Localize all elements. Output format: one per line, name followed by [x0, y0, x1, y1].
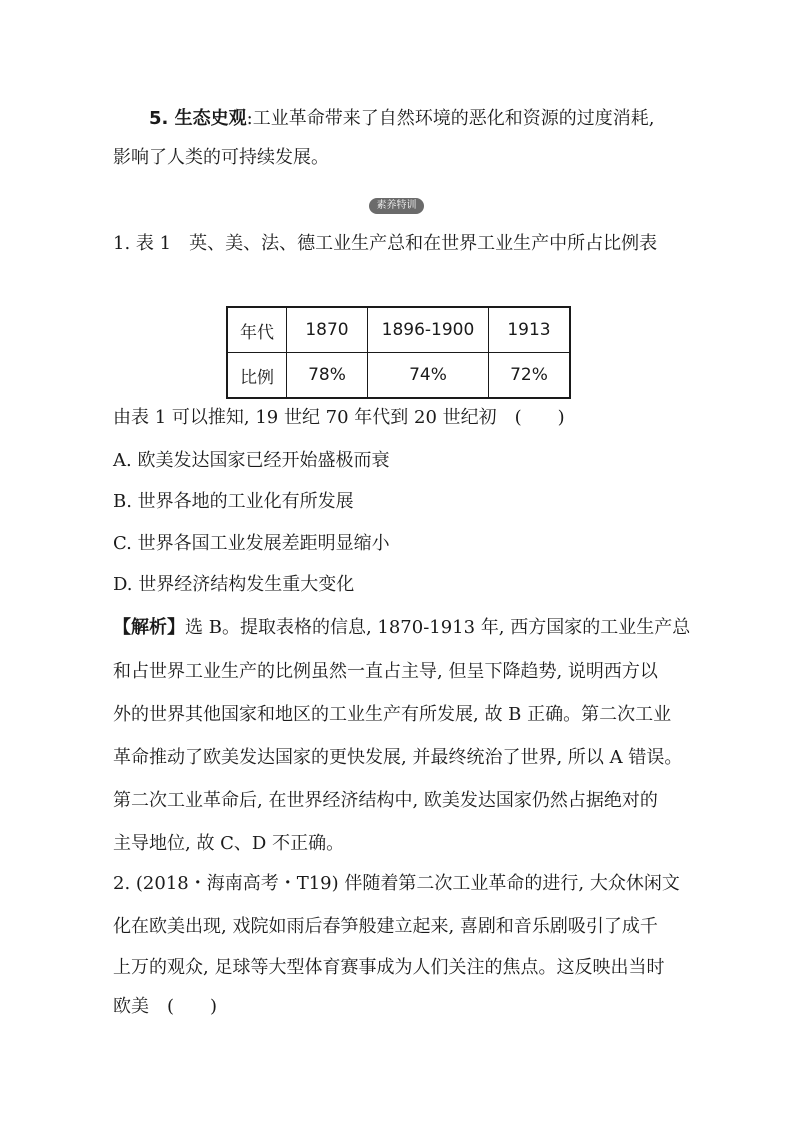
q1-option-b: B. 世界各地的工业化有所发展	[113, 491, 354, 512]
analysis-line-2: 和占世界工业生产的比例虽然一直占主导, 但呈下降趋势, 说明西方以	[113, 661, 658, 682]
table-cell: 72%	[489, 353, 571, 399]
data-table	[226, 306, 571, 399]
analysis-line-5: 第二次工业革命后, 在世界经济结构中, 欧美发达国家仍然占据绝对的	[113, 790, 658, 811]
q1-option-a: A. 欧美发达国家已经开始盛极而衰	[113, 450, 390, 471]
table-cell: 年代	[227, 307, 287, 353]
analysis-label: 【解析】	[113, 617, 185, 638]
q2-line-2: 化在欧美出现, 戏院如雨后春笋般建立起来, 喜剧和音乐剧吸引了成千	[113, 916, 658, 937]
table-row-values	[227, 353, 570, 399]
q1-stem: 由表 1 可以推知, 19 世纪 70 年代到 20 世纪初 ( )	[113, 407, 565, 428]
table-cell: 74%	[368, 353, 489, 399]
table-cell: 1913	[489, 307, 571, 353]
analysis-line-6: 主导地位, 故 C、D 不正确。	[113, 833, 345, 854]
q2-line-1: 2. (2018・海南高考・T19) 伴随着第二次工业革命的进行, 大众休闲文	[113, 873, 680, 894]
section5-text: :工业革命带来了自然环境的恶化和资源的过度消耗,	[246, 108, 655, 129]
analysis-line-4: 革命推动了欧美发达国家的更快发展, 并最终统治了世界, 所以 A 错误。	[113, 747, 683, 768]
table-cell: 1896-1900	[368, 307, 489, 353]
analysis-line-3: 外的世界其他国家和地区的工业生产有所发展, 故 B 正确。第二次工业	[113, 704, 672, 725]
analysis-line-1	[113, 616, 690, 640]
q1-title: 1. 表 1 英、美、法、德工业生产总和在世界工业生产中所占比例表	[113, 233, 658, 254]
q2-line-3: 上万的观众, 足球等大型体育赛事成为人们关注的焦点。这反映出当时	[113, 957, 665, 978]
q1-option-d: D. 世界经济结构发生重大变化	[113, 574, 355, 595]
q1-option-c: C. 世界各国工业发展差距明显缩小	[113, 533, 390, 554]
literacy-training-badge: 素养特训	[369, 198, 424, 214]
section5-line-2: 影响了人类的可持续发展。	[113, 147, 329, 168]
section5-label: 5. 生态史观	[149, 108, 247, 129]
analysis-text: 选 B。提取表格的信息, 1870-1913 年, 西方国家的工业生产总	[185, 617, 691, 638]
q2-line-4: 欧美 ( )	[113, 996, 218, 1017]
section5-line-1	[149, 107, 654, 131]
table-row-header	[227, 307, 570, 353]
table-cell: 78%	[287, 353, 368, 399]
table-cell: 1870	[287, 307, 368, 353]
table-cell: 比例	[227, 353, 287, 399]
